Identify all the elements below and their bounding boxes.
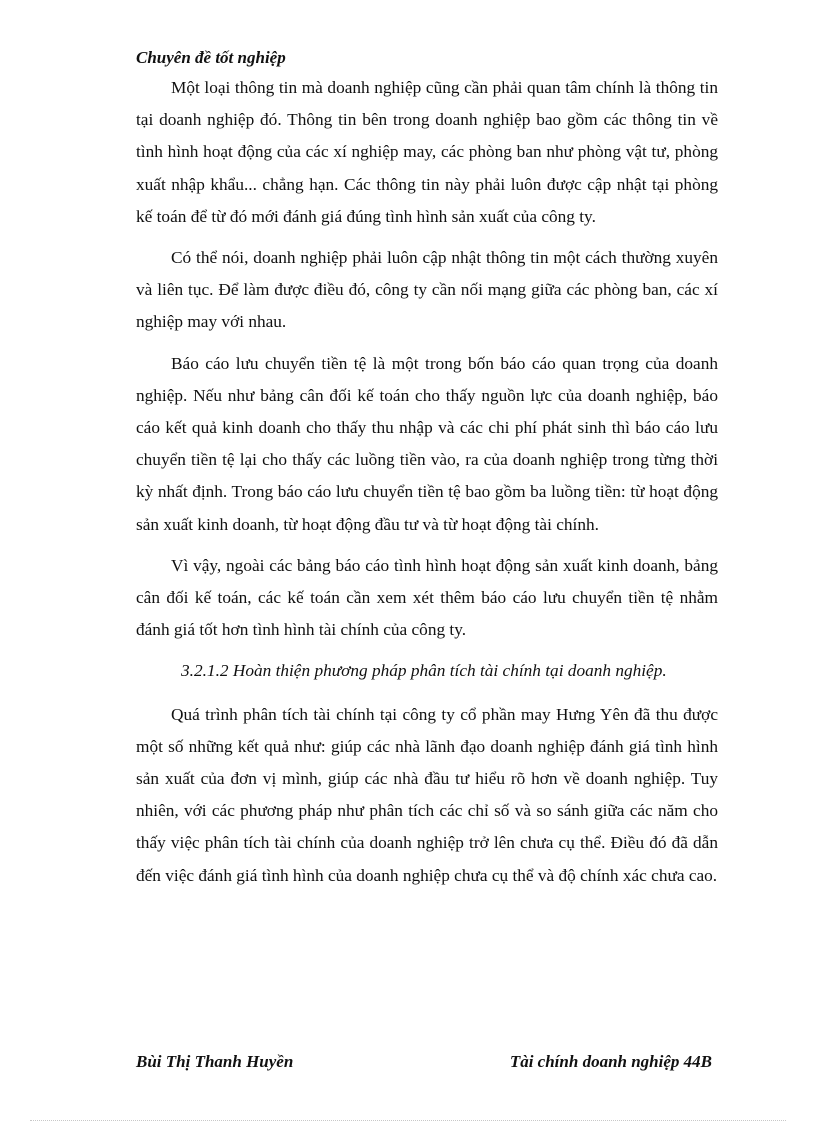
paragraph-1: Một loại thông tin mà doanh nghiệp cũng cần phải quan tâm chính là thông tin tại doanh nghiệp đó. Thông tin bên trong doanh nghiệp bao gồm các thông tin về tình hình hoạt động của các xí nghiệp may, các phòng ban như phòng vật tư, phòng xuất nhập khẩu... chẳng hạn. Các thông tin này phải luôn được cập nhật tại phòng kế toán để từ đó mới đánh giá đúng tình hình sản xuất của công ty. xyxy=(136,78,718,226)
page-footer xyxy=(136,1052,712,1072)
page-bottom-divider xyxy=(30,1120,786,1121)
page-header-title: Chuyên đề tốt nghiệp xyxy=(136,48,286,67)
paragraph-2: Có thể nói, doanh nghiệp phải luôn cập nhật thông tin một cách thường xuyên và liên tục. Để làm được điều đó, công ty cần nối mạng giữa các phòng ban, các xí nghiệp may với nhau. xyxy=(136,248,718,332)
section-heading: 3.2.1.2 Hoàn thiện phương pháp phân tích tài chính tại doanh nghiệp. xyxy=(181,661,667,681)
footer-course: Tài chính doanh nghiệp 44B xyxy=(509,1052,712,1071)
paragraph-4: Vì vậy, ngoài các bảng báo cáo tình hình hoạt động sản xuất kinh doanh, bảng cân đối kế toán, các kế toán cần xem xét thêm báo cáo lưu chuyển tiền tệ nhằm đánh giá tốt hơn tình hình tài chính của công ty. xyxy=(136,555,718,640)
paragraph-3: Báo cáo lưu chuyển tiền tệ là một trong bốn báo cáo quan trọng của doanh nghiệp. Nếu như bảng cân đối kế toán cho thấy nguồn lực của doanh nghiệp, báo cáo kết quả kinh doanh cho thấy thu nhập và các chi phí phát sinh thì báo cáo lưu chuyển tiền tệ lại cho thấy các luồng tiền vào, ra của doanh nghiệp trong từng thời kỳ nhất định. Trong báo cáo lưu chuyển tiền tệ bao gồm ba luồng tiền: từ hoạt động sản xuất kinh doanh, từ hoạt động đầu tư và từ hoạt động tài chính. xyxy=(136,353,718,534)
paragraph-5: Quá trình phân tích tài chính tại công ty cổ phần may Hưng Yên đã thu được một số những kết quả như: giúp các nhà lãnh đạo doanh nghiệp đánh giá tình hình sản xuất của đơn vị mình, giúp các nhà đầu tư hiểu rõ hơn về doanh nghiệp. Tuy nhiên, với các phương pháp như phân tích các chỉ số và so sánh giữa các năm cho thấy việc phân tích tài chính của doanh nghiệp trở lên chưa cụ thể. Điều đó đã dẫn đến việc đánh giá tình hình của doanh nghiệp chưa cụ thể và độ chính xác chưa cao. xyxy=(136,704,718,885)
footer-author: Bùi Thị Thanh Huyền xyxy=(136,1052,294,1071)
document-body xyxy=(136,72,718,901)
